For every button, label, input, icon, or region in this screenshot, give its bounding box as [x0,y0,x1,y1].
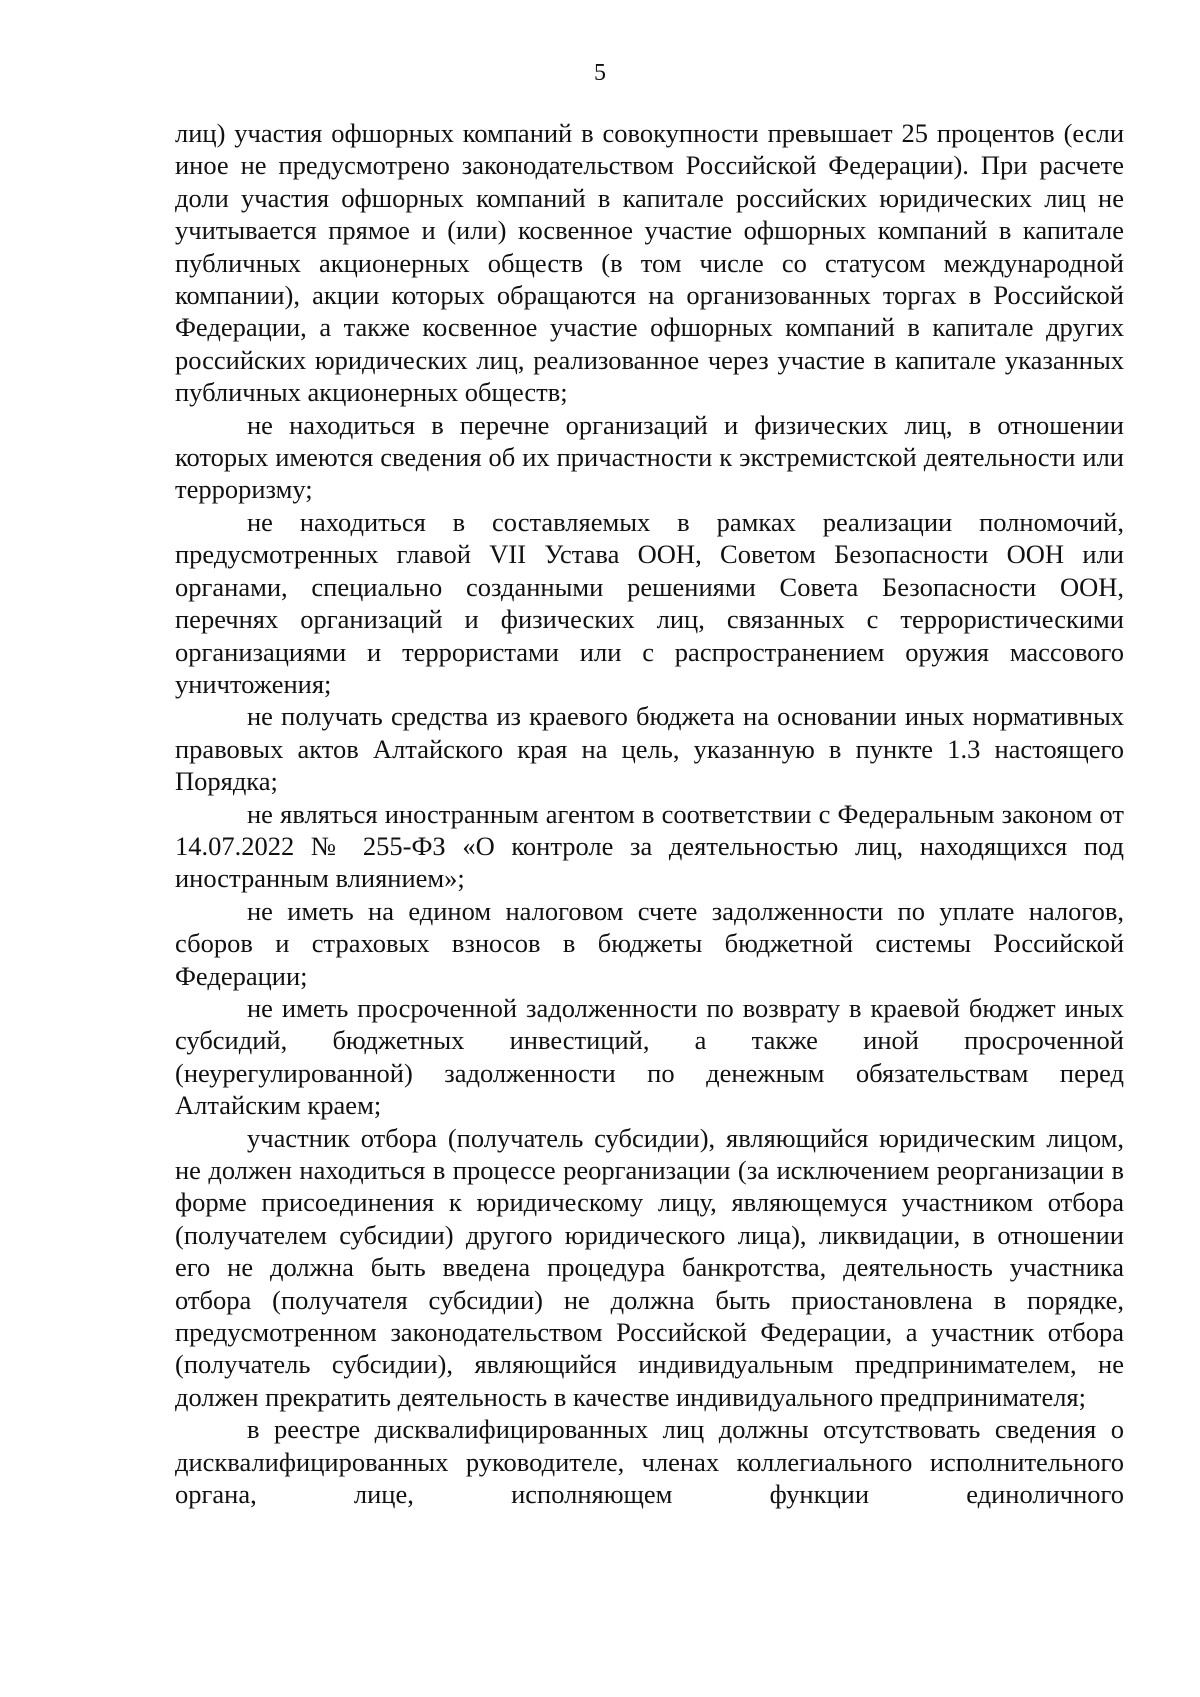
document-body [175,117,1124,1510]
page-number: 5 [594,60,606,86]
paragraph-extremism-list: не находиться в перечне организаций и физических лиц, в отношении которых имеются сведения об их причастности к экстремистской деятельности или терроризму; [175,409,1124,505]
paragraph-tax-debt: не иметь на едином налоговом счете задолженности по уплате налогов, сборов и страховых взносов в бюджеты бюджетной системы Российской Федерации; [175,895,1124,991]
paragraph-foreign-agent: не являться иностранным агентом в соответствии с Федеральным законом от 14.07.2022 № 255-ФЗ «О контроле за деятельностью лиц, находящихся под иностранным влиянием»; [175,798,1124,894]
paragraph-no-other-budget-funds: не получать средства из краевого бюджета на основании иных нормативных правовых актов Алтайского края на цель, указанную в пункте 1.3 настоящего Порядка; [175,701,1124,797]
paragraph-overdue-debt: не иметь просроченной задолженности по возврату в краевой бюджет иных субсидий, бюджетных инвестиций, а также иной просроченной (неурегулированной) задолженности по денежным обязательствам перед Алтайским краем; [175,992,1124,1121]
paragraph-offshore-participation: лиц) участия офшорных компаний в совокупности превышает 25 процентов (если иное не предусмотрено законодательством Российской Федерации). При расчете доли участия офшорных компаний в капитале российских юридических лиц не учитывается прямое и (или) косвенное участие офшорных компаний в капитале публичных акционерных обществ (в том числе со статусом международной компании), акции которых обращаются на организованных торгах в Российской Федерации, а также косвенное участие офшорных компаний в капитале других российских юридических лиц, реализованное через участие в капитале указанных публичных акционерных обществ; [175,118,1124,408]
paragraph-un-sanctions-list: не находиться в составляемых в рамках реализации полномочий, предусмотренных главой VII Устава ООН, Советом Безопасности ООН или органами, специально созданными решениями Совета Безопасности ООН, перечнях организаций и физических лиц, связанных с террористическими организациями и террористами или с распространением оружия массового уничтожения; [175,506,1124,699]
paragraph-disqualified-persons: в реестре дисквалифицированных лиц должны отсутствовать сведения о дисквалифицированных руководителе, членах коллегиального исполнительного органа, лице, исполняющем функции единоличного [175,1414,1124,1510]
paragraph-reorganization: участник отбора (получатель субсидии), являющийся юридическим лицом, не должен находиться в процессе реорганизации (за исключением реорганизации в форме присоединения к юридическому лицу, являющемуся участником отбора (получателем субсидии) другого юридического лица), ликвидации, в отношении его не должна быть введена процедура банкротства, деятельность участника отбора (получателя субсидии) не должна быть приостановлена в порядке, предусмотренном законодательством Российской Федерации, а участник отбора (получатель субсидии), являющийся индивидуальным предпринимателем, не должен прекратить деятельность в качестве индивидуального предпринимателя; [175,1122,1124,1412]
